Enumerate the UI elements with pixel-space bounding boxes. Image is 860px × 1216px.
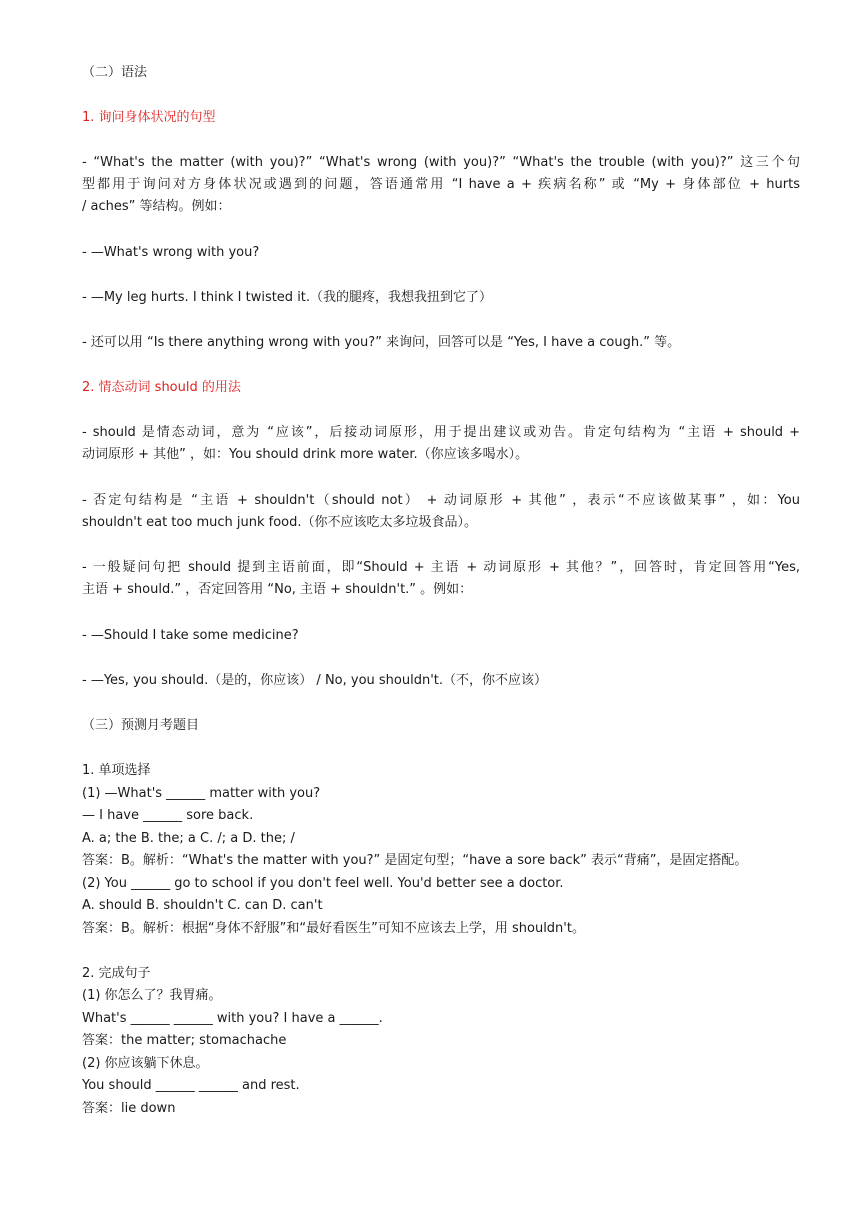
section-heading-exam: （三）预测月考题目 [82,718,200,733]
exercise-item-line: (1) —What's ______ matter with you? [82,786,321,801]
exercise-item-chinese: (2) 你应该躺下休息。 [82,1056,209,1071]
exercise-answer: 答案：B。解析：“What's the matter with you?” 是固定句型；“have a sore back” 表示“背痛”，是固定搭配。 [82,853,748,868]
grammar-topic-2-title: 2. 情态动词 should 的用法 [82,380,241,395]
grammar-1-paragraph-line: 型都用于询问对方身体状况或遇到的问题，答语通常用 “I have a + 疾病名称” 或 “My + 身体部位 + hurts [82,177,800,192]
grammar-2-paragraph-line: - 一般疑问句把 should 提到主语前面，即“Should + 主语 + 动词原形 + 其他？”，回答时，肯定回答用“Yes, [82,560,800,575]
grammar-2-example: - —Should I take some medicine? [82,628,299,643]
grammar-topic-1-title: 1. 询问身体状况的句型 [82,110,216,125]
grammar-2-paragraph-line: shouldn't eat too much junk food.（你不应该吃太多垃圾食品）。 [82,515,477,530]
exercise-answer: 答案：B。解析：根据“身体不舒服”和“最好看医生”可知不应该去上学，用 shouldn't。 [82,921,585,936]
grammar-2-example: - —Yes, you should.（是的，你应该） / No, you shouldn't.（不，你不应该） [82,673,548,688]
grammar-1-example: - 还可以用 “Is there anything wrong with you?” 来询问，回答可以是 “Yes, I have a cough.” 等。 [82,335,681,350]
exercise-item-line: — I have ______ sore back. [82,808,254,823]
section-heading-grammar: （二）语法 [82,65,148,80]
exercise-options: A. should B. shouldn't C. can D. can't [82,898,323,913]
grammar-2-paragraph-line: - should 是情态动词，意为 “应该”，后接动词原形，用于提出建议或劝告。肯定句结构为 “主语 + should + [82,425,800,440]
exercise-item-english: You should ______ ______ and rest. [82,1078,300,1093]
exercise-item-chinese: (1) 你怎么了？我胃痛。 [82,988,222,1003]
grammar-2-paragraph-line: 动词原形 + 其他” ，如：You should drink more water.（你应该多喝水）。 [82,447,529,462]
exercise-answer: 答案：lie down [82,1101,176,1116]
exercise-options: A. a; the B. the; a C. /; a D. the; / [82,831,295,846]
grammar-1-paragraph-line: - “What's the matter (with you)?” “What's wrong (with you)?” “What's the trouble (with you)?” 这三个句 [82,155,800,170]
exercise-item-line: (2) You ______ go to school if you don't feel well. You'd better see a doctor. [82,876,564,891]
exercise-item-english: What's ______ ______ with you? I have a ______. [82,1011,383,1026]
exercise-2-title: 2. 完成句子 [82,966,151,981]
grammar-1-example: - —What's wrong with you? [82,245,260,260]
grammar-2-paragraph-line: 主语 + should.” ，否定回答用 “No, 主语 + shouldn't.” 。例如： [82,582,473,597]
grammar-1-example: - —My leg hurts. I think I twisted it.（我的腿疼，我想我扭到它了） [82,290,493,305]
exercise-answer: 答案：the matter; stomachache [82,1033,287,1048]
exercise-1-title: 1. 单项选择 [82,763,151,778]
grammar-1-paragraph-line: / aches” 等结构。例如： [82,199,231,214]
grammar-2-paragraph-line: - 否定句结构是 “主语 + shouldn't（should not） + 动词原形 + 其他” ，表示“不应该做某事” ，如：You [82,493,800,508]
